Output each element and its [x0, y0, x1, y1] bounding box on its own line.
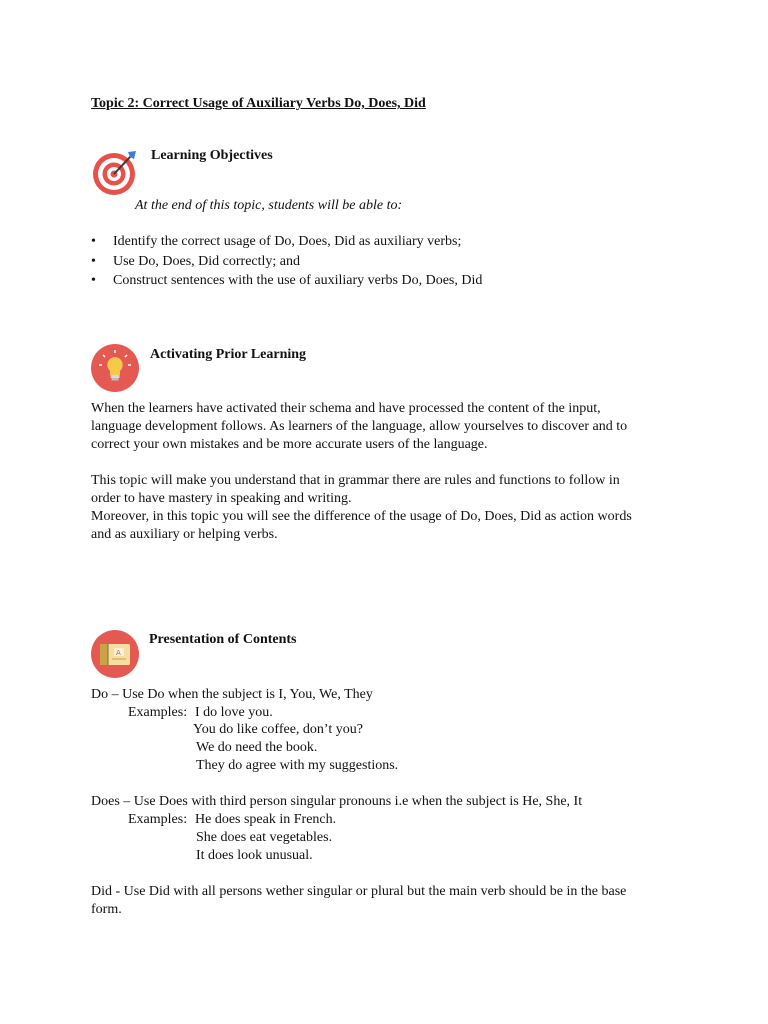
- do-rule: Do – Use Do when the subject is I, You, We, They: [91, 687, 373, 702]
- did-rule-continued: form.: [91, 902, 122, 917]
- activating-prior-learning-heading: Activating Prior Learning: [150, 347, 307, 362]
- example-sentence: They do agree with my suggestions.: [196, 758, 399, 773]
- paragraph-line: correct your own mistakes and be more accurate users of the language.: [91, 437, 488, 452]
- objectives-list: [91, 233, 482, 292]
- example-sentence: He does speak in French.: [195, 812, 337, 827]
- book-icon: [90, 629, 140, 679]
- target-icon: [92, 148, 138, 196]
- objectives-intro: At the end of this topic, students will be able to:: [135, 198, 403, 213]
- example-sentence: You do like coffee, don’t you?: [193, 722, 363, 737]
- example-sentence: We do need the book.: [196, 740, 318, 755]
- paragraph-line: order to have mastery in speaking and writing.: [91, 491, 352, 506]
- example-sentence: It does look unusual.: [196, 848, 313, 863]
- does-rule: Does – Use Does with third person singular pronouns i.e when the subject is He, She, It: [91, 794, 583, 809]
- example-sentence: She does eat vegetables.: [196, 830, 333, 845]
- examples-label: Examples:: [128, 705, 188, 720]
- paragraph-line: and as auxiliary or helping verbs.: [91, 527, 278, 542]
- paragraph-line: language development follows. As learners of the language, allow yourselves to discover and to: [91, 419, 628, 434]
- paragraph-line: When the learners have activated their schema and have processed the content of the input,: [91, 401, 601, 416]
- list-item: • Use Do, Does, Did correctly; and: [91, 253, 482, 273]
- page-title: Topic 2: Correct Usage of Auxiliary Verbs Do, Does, Did: [91, 96, 426, 111]
- did-rule: Did - Use Did with all persons wether singular or plural but the main verb should be in the base: [91, 884, 627, 899]
- examples-label: Examples:: [128, 812, 188, 827]
- list-item: • Identify the correct usage of Do, Does, Did as auxiliary verbs;: [91, 233, 482, 253]
- learning-objectives-heading: Learning Objectives: [151, 148, 273, 163]
- paragraph-line: Moreover, in this topic you will see the difference of the usage of Do, Does, Did as action words: [91, 509, 632, 524]
- list-item: • Construct sentences with the use of auxiliary verbs Do, Does, Did: [91, 272, 482, 292]
- presentation-heading: Presentation of Contents: [149, 632, 297, 647]
- lightbulb-icon: [90, 343, 140, 393]
- svg-text:A: A: [116, 649, 121, 657]
- example-sentence: I do love you.: [195, 705, 273, 720]
- paragraph-line: This topic will make you understand that in grammar there are rules and functions to follow in: [91, 473, 620, 488]
